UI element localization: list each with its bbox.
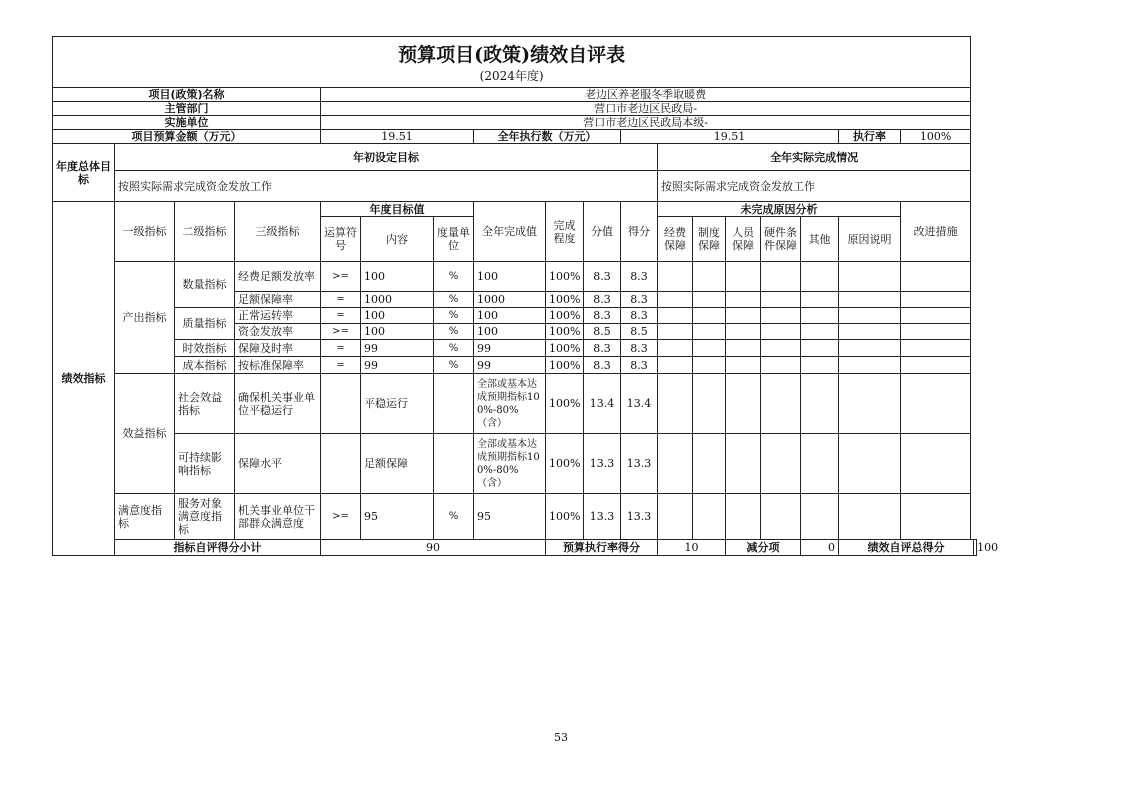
- degree-cell: 100%: [546, 308, 584, 324]
- degree-cell: 100%: [546, 374, 584, 434]
- op-cell: =: [321, 340, 361, 357]
- value-cell: 1000: [474, 292, 546, 308]
- dept-value: 营口市老边区民政局-: [321, 102, 971, 116]
- score-cell: 13.3: [584, 494, 621, 540]
- op-cell: =: [321, 292, 361, 308]
- satisfaction-indicator: 满意度指标: [115, 494, 175, 540]
- value-cell: 95: [474, 494, 546, 540]
- unit-cell: [434, 374, 474, 434]
- cost-indicator: 成本指标: [175, 357, 235, 374]
- timeliness-indicator: 时效指标: [175, 340, 235, 357]
- level1-header: 一级指标: [115, 202, 175, 262]
- table-row: [53, 308, 977, 324]
- perf-indicator-label: 绩效指标: [53, 202, 115, 556]
- score-cell: 8.3: [584, 357, 621, 374]
- budget-score-value: 10: [658, 540, 726, 556]
- reason-system-header: 制度保障: [693, 217, 726, 262]
- degree-cell: 100%: [546, 434, 584, 494]
- exec-value: 19.51: [621, 130, 839, 144]
- budget-value: 19.51: [321, 130, 474, 144]
- level3-cell: 正常运转率: [235, 308, 321, 324]
- dept-label: 主管部门: [53, 102, 321, 116]
- score-cell: 8.3: [584, 292, 621, 308]
- page-number: 53: [554, 731, 568, 744]
- unit-cell: %: [434, 308, 474, 324]
- table-row: [53, 262, 977, 292]
- deduct-label: 减分项: [726, 540, 801, 556]
- op-cell: =: [321, 357, 361, 374]
- table-row: [53, 494, 977, 540]
- initial-goal-text: 按照实际需求完成资金发放工作: [115, 171, 658, 202]
- target-header: 年度目标值: [321, 202, 474, 217]
- total-label: 绩效自评总得分: [839, 540, 974, 556]
- op-cell: =: [321, 308, 361, 324]
- level3-cell: 足额保障率: [235, 292, 321, 308]
- impl-value: 营口市老边区民政局本级-: [321, 116, 971, 130]
- content-cell: 99: [361, 340, 434, 357]
- content-cell: 100: [361, 308, 434, 324]
- got-header: 得分: [621, 202, 658, 262]
- op-cell: [321, 374, 361, 434]
- project-name-label: 项目(政策)名称: [53, 88, 321, 102]
- actual-goal-header: 全年实际完成情况: [658, 144, 971, 171]
- improve-header: 改进措施: [901, 202, 971, 262]
- degree-cell: 100%: [546, 494, 584, 540]
- level2-header: 二级指标: [175, 202, 235, 262]
- value-cell: 100: [474, 262, 546, 292]
- subtotal-value: 90: [321, 540, 546, 556]
- degree-cell: 100%: [546, 292, 584, 308]
- exec-label: 全年执行数（万元）: [474, 130, 621, 144]
- op-cell: >=: [321, 324, 361, 340]
- table-row: [53, 434, 977, 494]
- output-indicator: 产出指标: [115, 262, 175, 374]
- value-cell: 99: [474, 357, 546, 374]
- score-header: 分值: [584, 202, 621, 262]
- deduct-value: 0: [801, 540, 839, 556]
- value-cell: 99: [474, 340, 546, 357]
- content-cell: 95: [361, 494, 434, 540]
- unit-cell: %: [434, 340, 474, 357]
- value-cell: 100: [474, 308, 546, 324]
- level3-cell: 保障及时率: [235, 340, 321, 357]
- got-cell: 8.5: [621, 324, 658, 340]
- reason-hardware-header: 硬件条件保障: [761, 217, 801, 262]
- sustain-indicator: 可持续影响指标: [175, 434, 235, 494]
- unit-cell: %: [434, 494, 474, 540]
- content-header: 内容: [361, 217, 434, 262]
- content-cell: 平稳运行: [361, 374, 434, 434]
- reason-note-header: 原因说明: [839, 217, 901, 262]
- performance-table: [52, 36, 999, 556]
- quality-indicator: 质量指标: [175, 308, 235, 340]
- unit-cell: [434, 434, 474, 494]
- level3-cell: 经费足额发放率: [235, 262, 321, 292]
- initial-goal-header: 年初设定目标: [115, 144, 658, 171]
- service-satisfaction-indicator: 服务对象满意度指标: [175, 494, 235, 540]
- level3-cell: 保障水平: [235, 434, 321, 494]
- content-cell: 99: [361, 357, 434, 374]
- actual-goal-text: 按照实际需求完成资金发放工作: [658, 171, 971, 202]
- unit-cell: %: [434, 324, 474, 340]
- goal-row-label: 年度总体目标: [53, 144, 115, 202]
- degree-cell: 100%: [546, 340, 584, 357]
- full-value-header: 全年完成值: [474, 202, 546, 262]
- table-row: [53, 374, 977, 434]
- value-cell: 100: [474, 324, 546, 340]
- score-cell: 8.3: [584, 308, 621, 324]
- degree-cell: 100%: [546, 324, 584, 340]
- value-cell: 全部或基本达成预期指标100%-80%（含）: [474, 374, 546, 434]
- level3-cell: 机关事业单位干部群众满意度: [235, 494, 321, 540]
- unit-cell: %: [434, 292, 474, 308]
- score-cell: 8.3: [584, 262, 621, 292]
- score-cell: 8.5: [584, 324, 621, 340]
- score-cell: 13.4: [584, 374, 621, 434]
- budget-score-label: 预算执行率得分: [546, 540, 658, 556]
- got-cell: 8.3: [621, 340, 658, 357]
- benefit-indicator: 效益指标: [115, 374, 175, 494]
- degree-cell: 100%: [546, 357, 584, 374]
- got-cell: 8.3: [621, 308, 658, 324]
- level3-cell: 资金发放率: [235, 324, 321, 340]
- got-cell: 8.3: [621, 292, 658, 308]
- content-cell: 1000: [361, 292, 434, 308]
- project-name-value: 老边区养老服冬季取暖费: [321, 88, 971, 102]
- rate-value: 100%: [901, 130, 971, 144]
- year-label: (2024年度): [53, 67, 971, 88]
- subtotal-label: 指标自评得分小计: [115, 540, 321, 556]
- budget-label: 项目预算金额（万元）: [53, 130, 321, 144]
- content-cell: 足额保障: [361, 434, 434, 494]
- content-cell: 100: [361, 262, 434, 292]
- unit-header: 度量单位: [434, 217, 474, 262]
- got-cell: 8.3: [621, 262, 658, 292]
- op-cell: >=: [321, 262, 361, 292]
- degree-header: 完成程度: [546, 202, 584, 262]
- unit-cell: %: [434, 357, 474, 374]
- total-value: 100: [974, 540, 977, 556]
- quantity-indicator: 数量指标: [175, 262, 235, 308]
- page-title: 预算项目(政策)绩效自评表: [53, 37, 971, 67]
- table-row: [53, 357, 977, 374]
- got-cell: 13.4: [621, 374, 658, 434]
- got-cell: 13.3: [621, 494, 658, 540]
- score-cell: 8.3: [584, 340, 621, 357]
- score-cell: 13.3: [584, 434, 621, 494]
- impl-label: 实施单位: [53, 116, 321, 130]
- level3-cell: 按标准保障率: [235, 357, 321, 374]
- social-benefit-indicator: 社会效益指标: [175, 374, 235, 434]
- level3-header: 三级指标: [235, 202, 321, 262]
- unit-cell: %: [434, 262, 474, 292]
- reason-staff-header: 人员保障: [726, 217, 761, 262]
- op-cell: [321, 434, 361, 494]
- op-header: 运算符号: [321, 217, 361, 262]
- op-cell: >=: [321, 494, 361, 540]
- got-cell: 13.3: [621, 434, 658, 494]
- rate-label: 执行率: [839, 130, 901, 144]
- reason-header: 未完成原因分析: [658, 202, 901, 217]
- value-cell: 全部或基本达成预期指标100%-80%（含）: [474, 434, 546, 494]
- reason-fund-header: 经费保障: [658, 217, 693, 262]
- table-row: [53, 340, 977, 357]
- reason-other-header: 其他: [801, 217, 839, 262]
- level3-cell: 确保机关事业单位平稳运行: [235, 374, 321, 434]
- got-cell: 8.3: [621, 357, 658, 374]
- content-cell: 100: [361, 324, 434, 340]
- degree-cell: 100%: [546, 262, 584, 292]
